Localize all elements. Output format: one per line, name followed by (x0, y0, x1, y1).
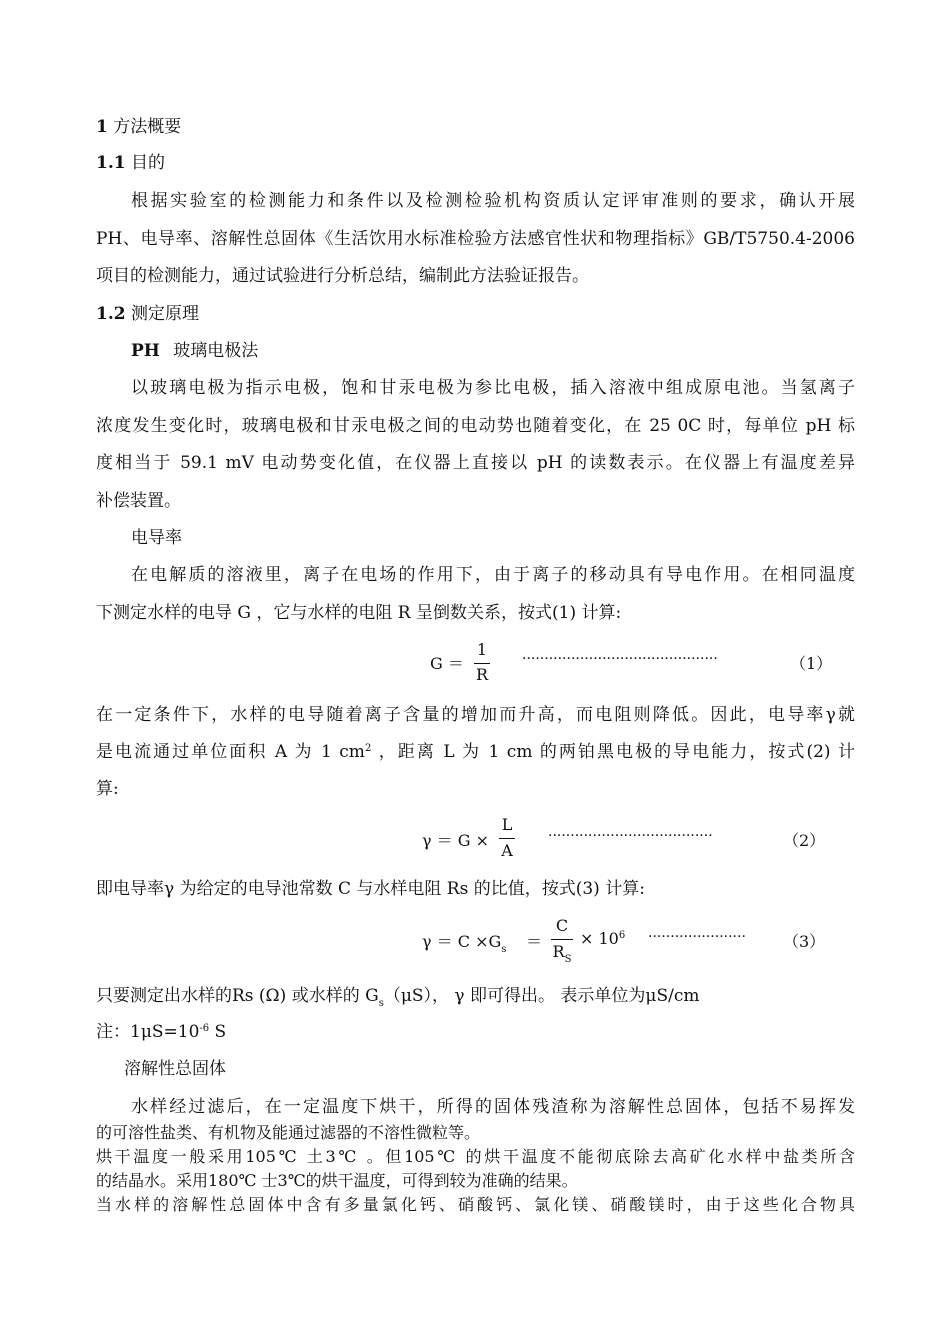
paragraph-line (96, 985, 699, 1007)
ph-method-title: 玻璃电极法 (173, 341, 259, 361)
section-title: 测定原理 (130, 304, 199, 324)
text-run: × 10 (580, 929, 619, 948)
ph-method-heading (131, 340, 258, 362)
conductivity-heading: 电导率 (131, 528, 182, 548)
paragraph-line: 度相当于 59.1 mV 电动势变化值，在仪器上直接以 pH 的读数表示。在仪器上有温度差异 (96, 453, 855, 473)
fraction-bar (474, 663, 490, 664)
leader-dots: ······················ (648, 929, 746, 945)
paragraph-line: 以玻璃电极为指示电极，饱和甘汞电极为参比电极，插入溶液中组成原电池。当氢离子 (131, 378, 855, 398)
paragraph-line: 水样经过滤后，在一定温度下烘干，所得的固体残渣称为溶解性总固体，包括不易挥发 (131, 1097, 855, 1117)
fraction-denominator (549, 942, 575, 965)
equation-number: （2） (783, 831, 826, 850)
text-run: （μS）， γ 即可得出。 表示单位为μS/cm (383, 986, 700, 1006)
equals-sign: ＝ (526, 932, 543, 951)
paragraph-line: 烘干温度一般采用105℃ 土3℃ 。但105℃ 的烘干温度不能彻底除去高矿化水样中盐类所含 (96, 1147, 855, 1166)
paragraph-line: 即电导率γ 为给定的电导池常数 C 与水样电阻 Rs 的比值，按式(3) 计算: (96, 879, 645, 899)
text-run: γ ＝ C ×G (422, 932, 502, 951)
note-line (96, 1021, 226, 1043)
superscript: 6 (618, 930, 626, 941)
section-1-heading (96, 116, 181, 138)
paragraph-line: 项目的检测能力，通过试验进行分析总结，编制此方法验证报告。 (96, 266, 589, 286)
text-run: 注：1μS=10 (96, 1022, 200, 1042)
text-run: ，距离 L 为 1 cm 的两铂黑电极的导电能力，按式(2) 计 (371, 742, 855, 762)
paragraph-line: 根据实验室的检测能力和条件以及检测检验机构资质认定评审准则的要求，确认开展 (131, 191, 855, 211)
equation-lhs: G ＝ (430, 654, 464, 673)
subscript: S (564, 954, 572, 965)
section-title: 方法概要 (113, 117, 182, 137)
text-run: 只要测定出水样的Rs (Ω) 或水样的 G (96, 986, 379, 1006)
fraction-numerator: L (501, 815, 513, 834)
paragraph-line: 在电解质的溶液里，离子在电场的作用下，由于离子的移动具有导电作用。在相同温度 (131, 565, 855, 585)
text-run: S (209, 1022, 227, 1042)
fraction-numerator: 1 (476, 640, 488, 659)
paragraph-line: 算: (96, 779, 119, 799)
section-1-2-heading (96, 303, 199, 325)
leader-dots: ············································ (522, 651, 718, 667)
fraction-numerator: C (555, 916, 569, 935)
superscript: -6 (199, 1023, 210, 1034)
text-run: R (552, 942, 565, 961)
superscript: 2 (364, 743, 372, 754)
text-run: 是电流通过单位面积 A 为 1 cm (96, 742, 365, 762)
paragraph-line: 浓度发生变化时，玻璃电极和甘汞电极之间的电动势也随着变化，在 25 0C 时，每单位 pH 标 (96, 416, 855, 436)
leader-dots: ····································· (548, 828, 713, 844)
paragraph-line: 的结晶水。采用180℃ 士3℃的烘干温度，可得到较为准确的结果。 (96, 1171, 578, 1190)
section-title: 目的 (130, 153, 165, 173)
section-1-1-heading (96, 152, 165, 174)
equation-lhs (422, 929, 507, 955)
paragraph-line: 当水样的溶解性总固体中含有多量氯化钙、硝酸钙、氯化镁、硝酸镁时，由于这些化合物具 (96, 1195, 855, 1214)
fraction-bar (551, 939, 573, 940)
equation-number: （1） (790, 654, 833, 673)
paragraph-line: 下测定水样的电导 G ，它与水样的电阻 R 呈倒数关系，按式(1) 计算: (96, 603, 622, 623)
fraction-denominator: A (501, 841, 513, 860)
fraction-bar (499, 838, 515, 839)
equation-lhs: γ ＝ G × (422, 831, 490, 850)
fraction-denominator: R (475, 665, 489, 684)
equation-number: （3） (783, 932, 826, 951)
tds-heading: 溶解性总固体 (124, 1059, 226, 1079)
section-number: 1.2 (96, 304, 126, 324)
multiplier (580, 929, 625, 948)
paragraph-line: 在一定条件下，水样的电导随着离子含量的增加而升高，而电阻则降低。因此，电导率γ就 (96, 705, 855, 725)
ph-label: PH (131, 341, 160, 361)
paragraph-line: 补偿装置。 (96, 491, 181, 511)
section-number: 1 (96, 117, 108, 137)
subscript: s (378, 998, 384, 1009)
subscript: s (501, 944, 507, 955)
section-number: 1.1 (96, 153, 126, 173)
paragraph-line (96, 741, 855, 763)
paragraph-line: 的可溶性盐类、有机物及能通过滤器的不溶性微粒等。 (96, 1123, 481, 1142)
paragraph-line: PH、电导率、溶解性总固体《生活饮用水标准检验方法感官性状和物理指标》GB/T5750.4-2006 (96, 229, 855, 249)
